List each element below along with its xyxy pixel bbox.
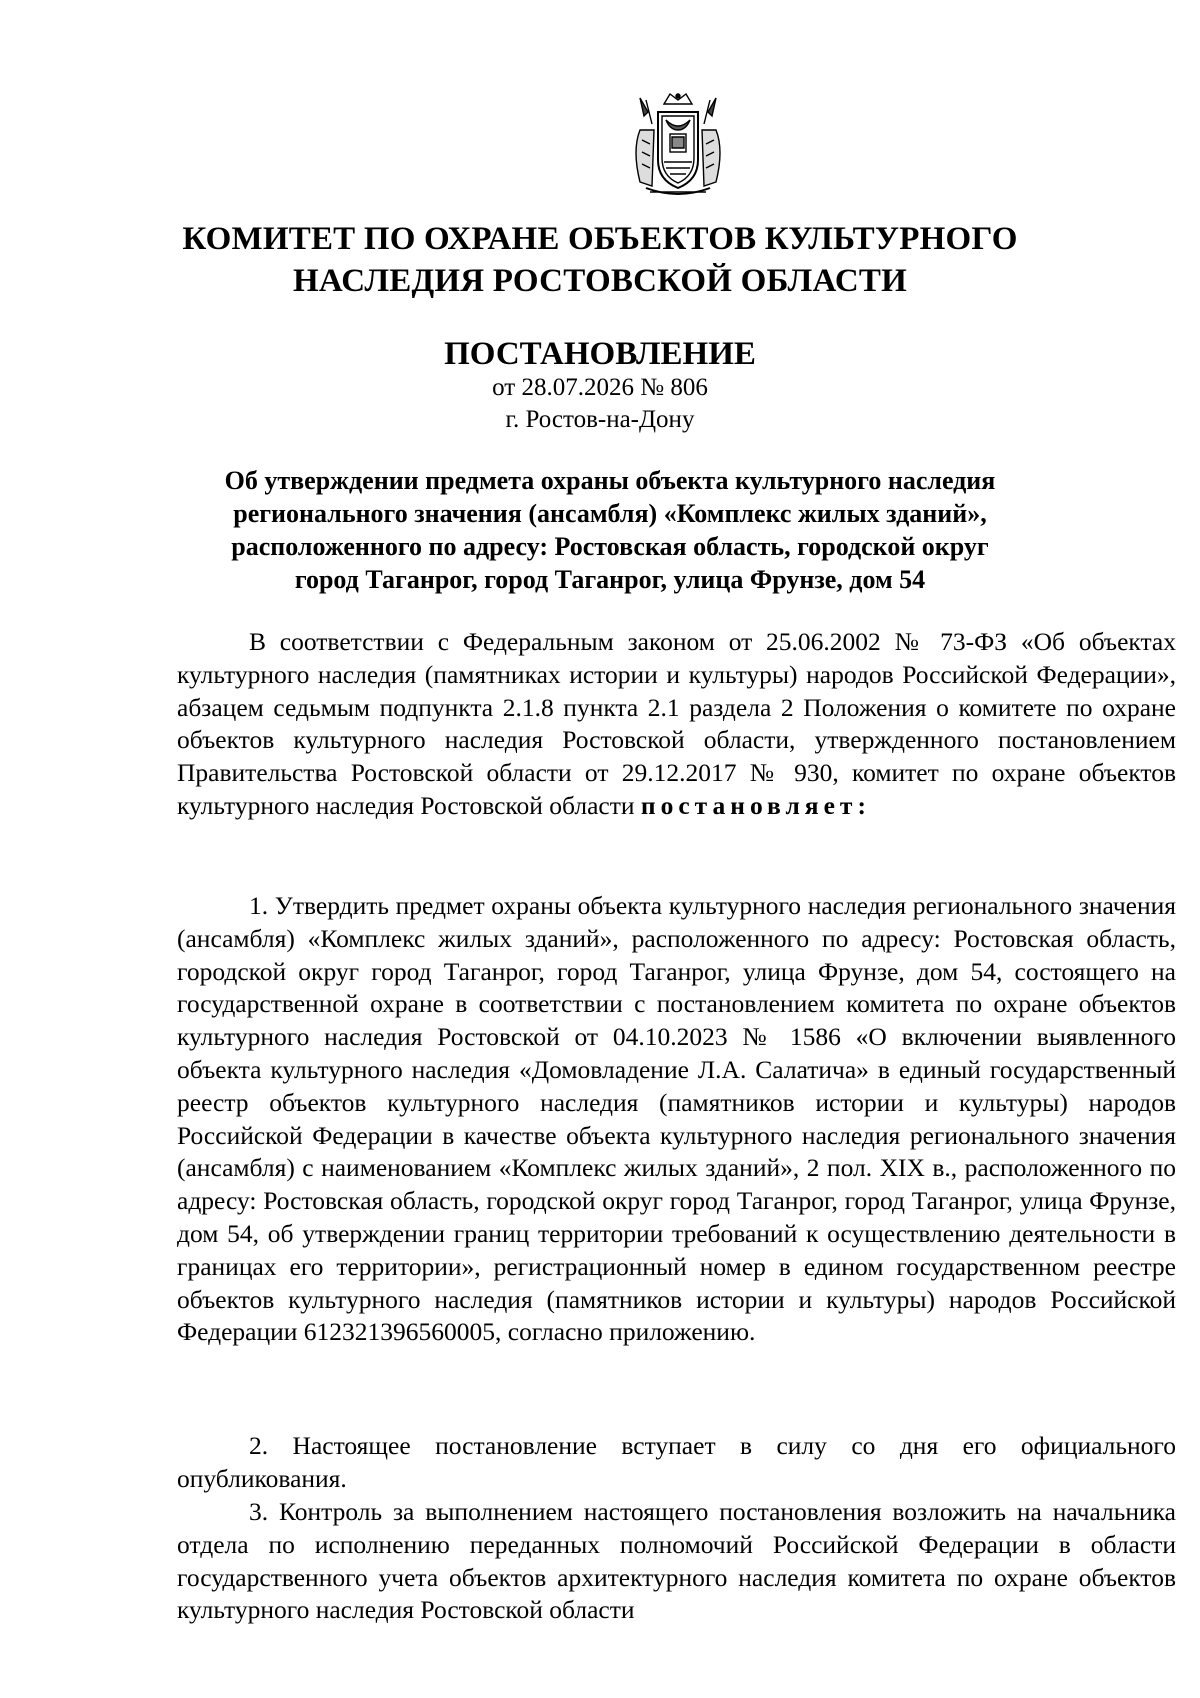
organization-title-line-1: КОМИТЕТ ПО ОХРАНЕ ОБЪЕКТОВ КУЛЬТУРНОГО <box>182 221 1018 257</box>
document-date-number: от 28.07.2026 № 806 <box>492 374 708 401</box>
subject-line-2: регионального значения (ансамбля) «Комплекс жилых зданий», <box>233 499 987 528</box>
preamble-text: В соответствии с Федеральным законом от 25.06.2002 № 73-ФЗ «Об объектах культурного наследия (памятниках истории и культуры) народов Российской Федерации», абзацем седьмым подпункта 2.1.8 пункта 2.1 раздела 2 Положения о комитете по охране объектов культурного наследия Ростовской области, утвержденного постановлением Правительства Ростовской области от 29.12.2017 № 930, комитет по охране объектов культурного наследия Ростовской области <box>177 627 1176 820</box>
subject-line-3: расположенного по адресу: Ростовская область, городской округ <box>231 532 989 561</box>
document-type: ПОСТАНОВЛЕНИЕ <box>444 336 756 372</box>
resolve-word: постановляет: <box>640 790 871 820</box>
organization-title-line-2: НАСЛЕДИЯ РОСТОВСКОЙ ОБЛАСТИ <box>293 263 907 299</box>
paragraph-1: 1. Утвердить предмет охраны объекта культурного наследия регионального значения (ансамбля) «Комплекс жилых зданий», расположенного по адресу: Ростовская область, городской округ город Таганрог, город Таганрог, улица Фрунзе, дом 54, состоящего на государственной охране в соответствии с постановлением комитета по охране объектов культурного наследия Ростовской от 04.10.2023 № 1586 «О включении выявленного объекта культурного наследия «Домовладение Л.А. Салатича» в единый государственный реестр объектов культурного наследия (памятников истории и культуры) народов Российской Федерации в качестве объекта культурного наследия регионального значения (ансамбля) с наименованием «Комплекс жилых зданий», 2 пол. XIX в., расположенного по адресу: Ростовская область, городской округ город Таганрог, город Таганрог, улица Фрунзе, дом 54, об утверждении границ территории требований к осуществлению деятельности в границах его территории», регистрационный номер в едином государственном реестре объектов культурного наследия (памятников истории и культуры) народов Российской Федерации 612321396560005, согласно приложению. <box>177 891 1176 1347</box>
organization-title <box>150 218 1050 302</box>
coat-of-arms-icon <box>626 90 730 200</box>
preamble-paragraph <box>177 626 1176 823</box>
subject-line-1: Об утверждении предмета охраны объекта культурного наследия <box>224 466 996 495</box>
subject-line-4: город Таганрог, город Таганрог, улица Фрунзе, дом 54 <box>294 565 926 594</box>
document-place: г. Ростов-на-Дону <box>505 406 695 433</box>
document-subject <box>200 464 1020 596</box>
paragraph-2: 2. Настоящее постановление вступает в силу со дня его официального опубликования. <box>177 1431 1176 1493</box>
paragraph-3: 3. Контроль за выполнением настоящего постановления возложить на начальника отдела по исполнению переданных полномочий Российской Федерации в области государственного учета объектов архитектурного наследия комитета по охране объектов культурного наследия Ростовской области <box>177 1497 1176 1625</box>
